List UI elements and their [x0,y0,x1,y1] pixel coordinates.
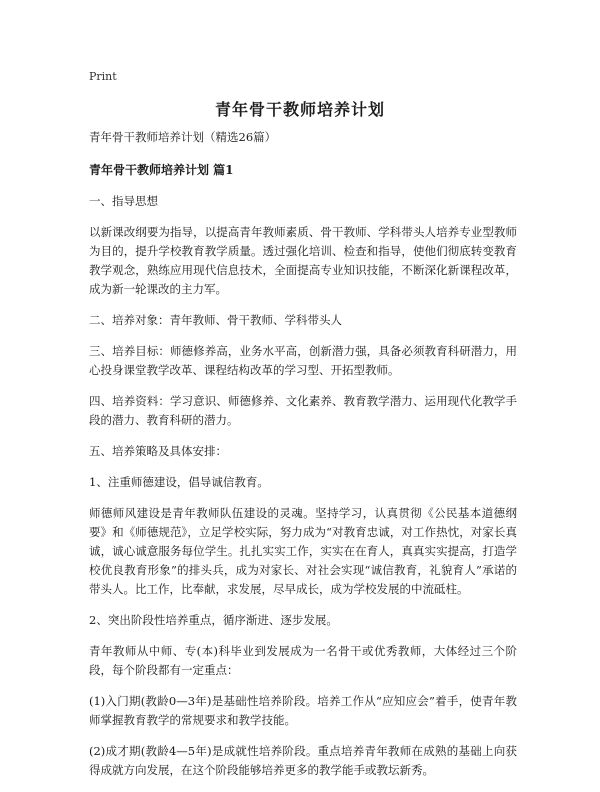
paragraph: 二、培养对象：青年教师、骨干教师、学科带头人 [89,313,342,327]
paragraph: 青年教师从中师、专(本)科毕业到发展成为一名骨干或优秀教师，大体经过三个阶段，每个阶段都有一定重点： [89,644,517,677]
paragraph: 以新课改纲要为指导，以提高青年教师素质、骨干教师、学科带头人培养专业型教师为目的，提升学校教育教学质量。透过强化培训、检查和指导，使他们彻底转变教育教学观念，熟练应用现代信息技术，全面提高专业知识技能，不断深化新课程改革，成为新一轮课改的主力军。 [89,225,517,296]
paragraph: 2、突出阶段性培养重点，循序渐进、逐步发展。 [89,613,338,627]
paragraph: 师德师风建设是青年教师队伍建设的灵魂。坚持学习，认真贯彻《公民基本道德纲要》和《师德规范》，立足学校实际，努力成为“对教育忠诚，对工作热忱，对家长真诚，诚心诚意服务每位学生。扎扎实实工作，实实在在育人，真真实实提高，打造学校优良教育形象”的排头兵，成为对家长、对社会实现“诚信教育，礼貌育人”承诺的带头人。比工作，比奉献，求发展，尽早成长，成为学校发展的中流砥柱。 [89,506,517,596]
section-heading: 青年骨干教师培养计划 篇1 [89,163,234,177]
print-link[interactable]: Print [89,70,117,83]
paragraph: 1、注重师德建设，倡导诚信教育。 [89,475,269,489]
document-subtitle: 青年骨干教师培养计划（精选26篇） [89,130,277,144]
paragraph: (1)入门期(教龄0—3年)是基础性培养阶段。培养工作从“应知应会”着手，使青年教师掌握教育教学的常规要求和教学技能。 [89,694,517,727]
paragraph: 一、指导思想 [89,194,158,208]
paragraph: 五、培养策略及具体安排： [89,444,227,458]
document-body [89,128,517,792]
paragraph: 四、培养资料：学习意识、师德修养、文化素养、教育教学潜力、运用现代化教学手段的潜力、教育科研的潜力。 [89,394,517,427]
page-title: 青年骨干教师培养计划 [214,100,385,119]
paragraph: 三、培养目标：师德修养高，业务水平高，创新潜力强，具备必须教育科研潜力，用心投身课堂教学改革、课程结构改革的学习型、开拓型教师。 [89,344,517,377]
paragraph: (2)成才期(教龄4—5年)是成就性培养阶段。重点培养青年教师在成熟的基础上向获得成就方向发展，在这个阶段能够培养更多的教学能手或教坛新秀。 [89,744,517,777]
